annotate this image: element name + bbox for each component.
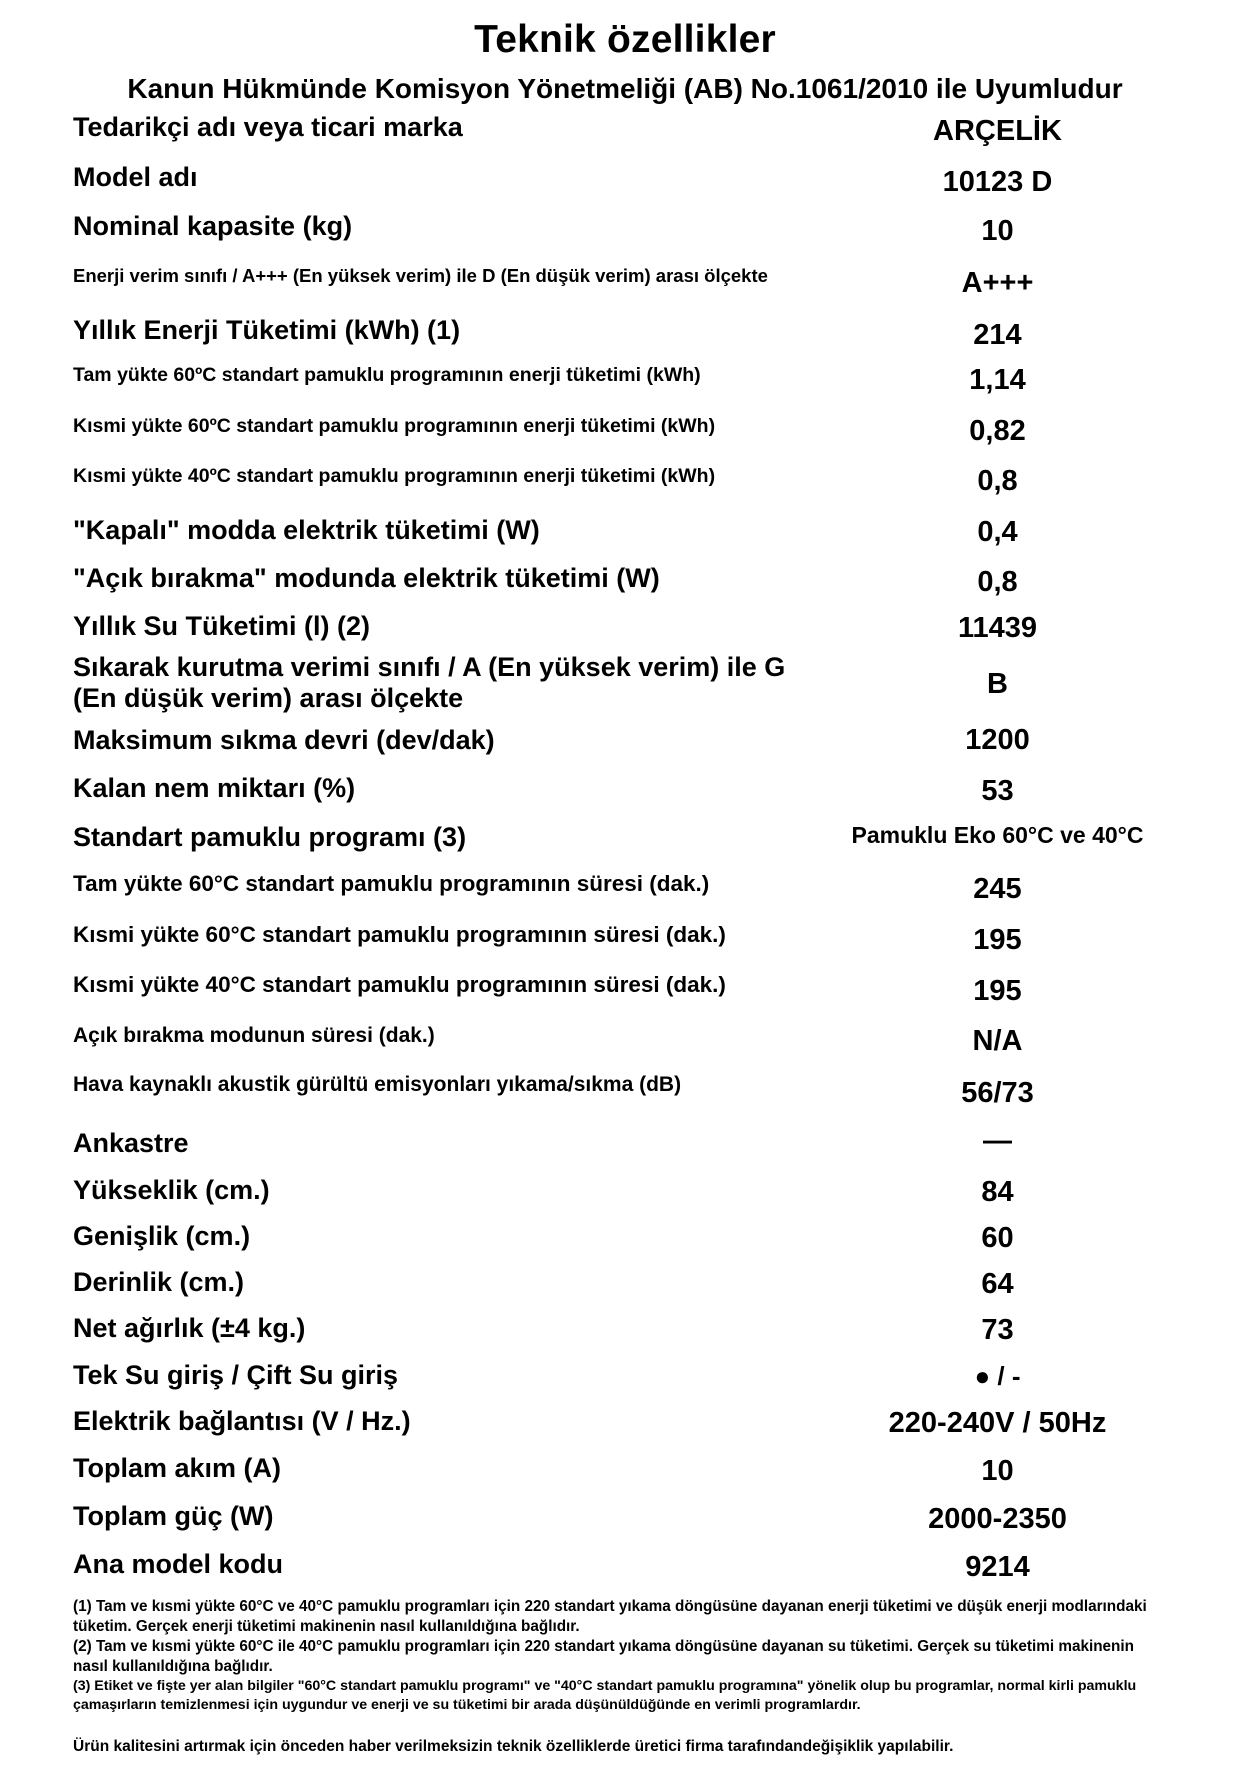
spec-value: 2000-2350 <box>928 1503 1067 1535</box>
spec-value: 1200 <box>965 724 1030 756</box>
spec-value: N/A <box>972 1025 1023 1057</box>
spec-value: 84 <box>981 1176 1014 1208</box>
spec-value: 11439 <box>957 612 1038 644</box>
spec-label: Yükseklik (cm.) <box>73 1175 270 1205</box>
spec-value: A+++ <box>961 267 1034 299</box>
footnote: (3) Etiket ve fişte yer alan bilgiler "60°C standart pamuklu programı" ve "40°C standart pamuklu programına" yönelik olup bu programlar, normal kirli pamuklu çamaşırların temizlenmesi için uygundur ve enerji ve su tüketimi bir arada düşünüldüğünde en verimli programlardır. <box>73 1678 1137 1713</box>
spec-value: 64 <box>981 1268 1014 1300</box>
spec-value: 0,4 <box>977 516 1018 548</box>
spec-value: 220-240V / 50Hz <box>888 1407 1107 1439</box>
spec-label: Elektrik bağlantısı (V / Hz.) <box>73 1406 411 1436</box>
spec-label: Açık bırakma modunun süresi (dak.) <box>73 1024 435 1047</box>
spec-label: Tedarikçi adı veya ticari marka <box>73 112 463 142</box>
spec-value: — <box>983 1125 1012 1157</box>
spec-label: Nominal kapasite (kg) <box>73 211 353 241</box>
spec-value: 10123 D <box>942 166 1053 198</box>
spec-label: Maksimum sıkma devri (dev/dak) <box>73 725 495 755</box>
spec-value: 60 <box>981 1222 1014 1254</box>
disclaimer: Ürün kalitesini artırmak için önceden haber verilmeksizin teknik özelliklerde üretici firma tarafındandeğişiklik yapılabilir. <box>73 1738 954 1755</box>
spec-label: Kalan nem miktarı (%) <box>73 773 356 803</box>
spec-label: Ankastre <box>73 1128 189 1158</box>
spec-label: Enerji verim sınıfı / A+++ (En yüksek verim) ile D (En düşük verim) arası ölçekte <box>73 265 768 286</box>
spec-value: 195 <box>973 975 1022 1007</box>
spec-value: 53 <box>981 775 1014 807</box>
spec-value: 9214 <box>965 1551 1030 1583</box>
spec-label: "Kapalı" modda elektrik tüketimi (W) <box>73 515 540 545</box>
footnote: (2) Tam ve kısmi yükte 60°C ile 40°C pamuklu programları için 220 standart yıkama döngüsüne dayanan su tüketimi. Gerçek su tüketimi makinenin nasıl kullanıldığına bağlıdır. <box>73 1638 1134 1675</box>
page-title: Teknik özellikler <box>474 18 776 61</box>
spec-value: ● / - <box>974 1361 1021 1391</box>
spec-label: Tam yükte 60°C standart pamuklu programının süresi (dak.) <box>73 871 710 896</box>
spec-label: Kısmi yükte 40°C standart pamuklu programının süresi (dak.) <box>73 972 726 997</box>
spec-value: 10 <box>981 1455 1014 1487</box>
spec-label: Net ağırlık (±4 kg.) <box>73 1313 306 1343</box>
footnote: (1) Tam ve kısmi yükte 60°C ve 40°C pamuklu programları için 220 standart yıkama döngüsüne dayanan enerji tüketimi ve düşük enerji modlarındaki tüketim. Gerçek enerji tüketimi makinenin nasıl kullanıldığına bağlıdır. <box>73 1598 1147 1635</box>
spec-label: Toplam akım (A) <box>73 1453 282 1483</box>
spec-value: Pamuklu Eko 60°C ve 40°C <box>851 822 1144 848</box>
spec-label: Model adı <box>73 162 198 192</box>
spec-label: Standart pamuklu programı (3) <box>73 822 467 852</box>
spec-value: 0,8 <box>977 566 1018 598</box>
spec-label: Tek Su giriş / Çift Su giriş <box>73 1360 399 1390</box>
spec-label: Kısmi yükte 60ºC standart pamuklu programının enerji tüketimi (kWh) <box>73 415 716 437</box>
spec-label: Yıllık Enerji Tüketimi (kWh) (1) <box>73 315 461 345</box>
spec-label: Derinlik (cm.) <box>73 1267 245 1297</box>
spec-label: Ana model kodu <box>73 1549 284 1579</box>
spec-label: Hava kaynaklı akustik gürültü emisyonları yıkama/sıkma (dB) <box>73 1073 682 1096</box>
spec-value: ARÇELİK <box>933 115 1062 147</box>
page-subtitle: Kanun Hükmünde Komisyon Yönetmeliği (AB) No.1061/2010 ile Uyumludur <box>127 73 1123 104</box>
spec-label: Kısmi yükte 60°C standart pamuklu programının süresi (dak.) <box>73 922 726 947</box>
spec-label: Toplam güç (W) <box>73 1501 274 1531</box>
spec-value: B <box>987 668 1008 700</box>
spec-label: Genişlik (cm.) <box>73 1221 251 1251</box>
spec-value: 1,14 <box>969 364 1026 396</box>
spec-value: 0,82 <box>969 415 1026 447</box>
spec-value: 195 <box>973 924 1022 956</box>
spec-label: "Açık bırakma" modunda elektrik tüketimi (W) <box>73 563 660 593</box>
spec-label: Yıllık Su Tüketimi (l) (2) <box>73 611 371 641</box>
spec-value: 73 <box>981 1314 1014 1346</box>
spec-value: 56/73 <box>961 1077 1034 1109</box>
spec-value: 214 <box>973 319 1022 351</box>
spec-label: Sıkarak kurutma verimi sınıfı / A (En yüksek verim) ile G (En düşük verim) arası ölçekte <box>73 652 786 713</box>
spec-label: Kısmi yükte 40ºC standart pamuklu programının enerji tüketimi (kWh) <box>73 465 716 487</box>
spec-label: Tam yükte 60ºC standart pamuklu programının enerji tüketimi (kWh) <box>73 364 701 386</box>
spec-value: 10 <box>981 215 1014 247</box>
spec-value: 0,8 <box>977 465 1018 497</box>
footnotes <box>73 1597 1163 1715</box>
spec-value: 245 <box>973 873 1022 905</box>
